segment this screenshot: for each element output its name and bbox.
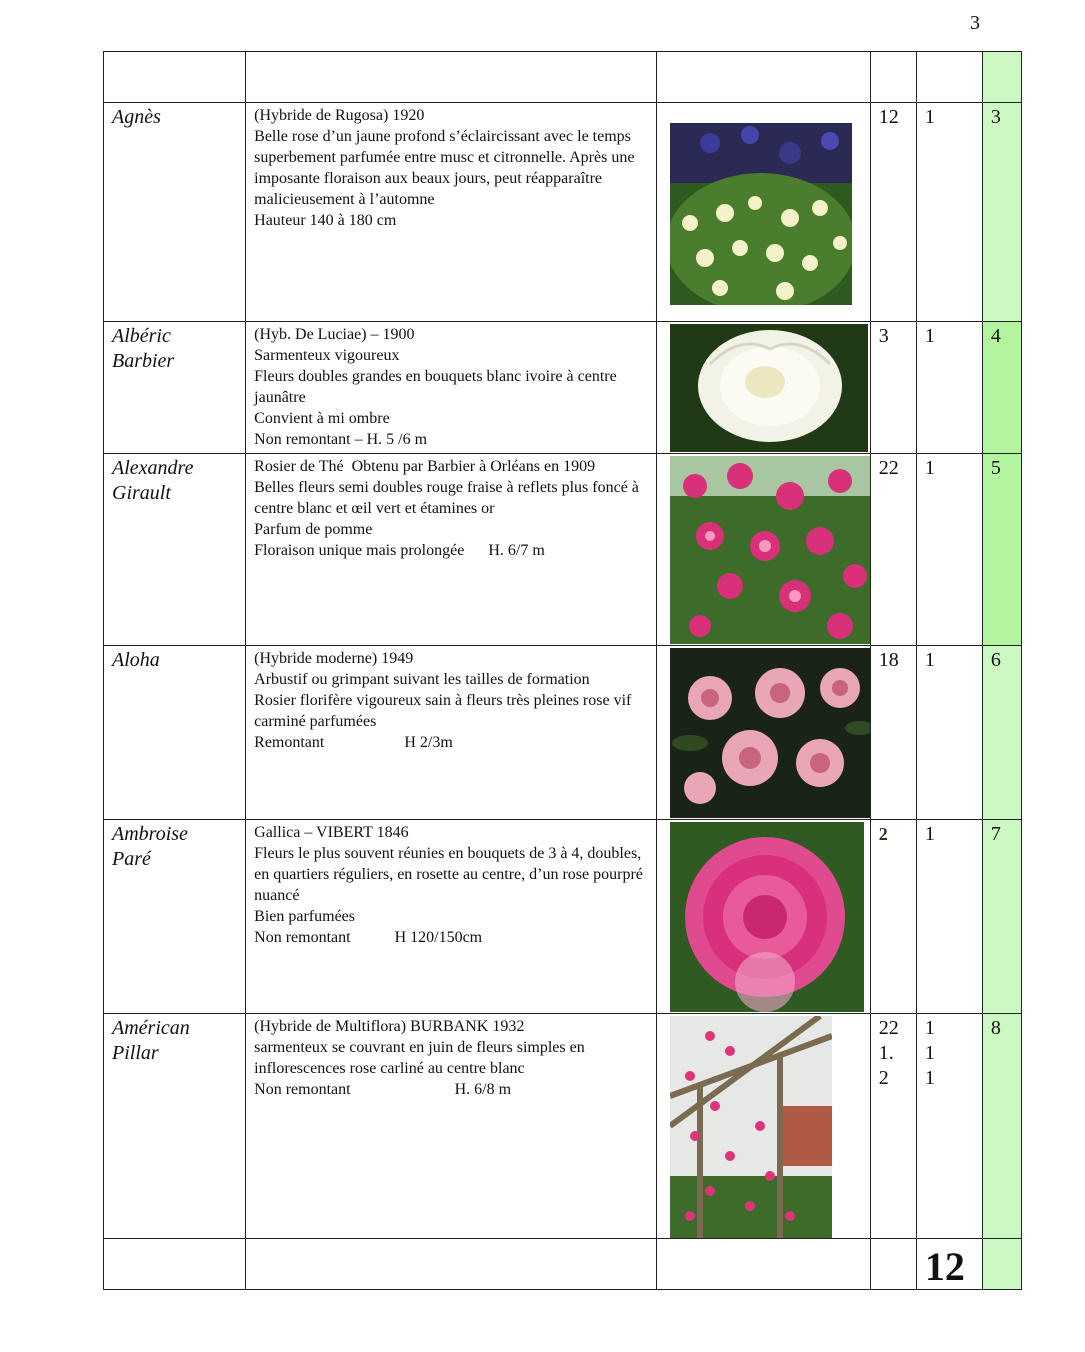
- rose-description: (Hybride de Rugosa) 1920 Belle rose d’un jaune profond s’éclaircissant avec le temps superbement parfumée entre musc et citronnelle. Après une imposante floraison aux beaux jours, peut réapparaître malicieusement à l’automne Hauteur 140 à 180 cm: [246, 103, 656, 322]
- page-number: 3: [970, 12, 980, 34]
- header-cell: [982, 52, 1021, 103]
- rose-name: Albéric Barbier: [104, 322, 246, 454]
- footer-cell: [246, 1239, 656, 1290]
- header-cell: [870, 52, 916, 103]
- count-cell: 1: [916, 820, 982, 1014]
- photo-cell: [656, 1014, 870, 1239]
- index-cell: 6: [982, 646, 1021, 820]
- table-row: [104, 454, 1022, 646]
- header-cell: [246, 52, 656, 103]
- table-row: [104, 646, 1022, 820]
- rose-description: (Hybride moderne) 1949 Arbustif ou grimpant suivant les tailles de formation Rosier florifère vigoureux sain à fleurs très pleines rose vif carminé parfumées Remontant H 2/3m: [246, 646, 656, 820]
- footer-cell: [656, 1239, 870, 1290]
- photo-cell: [656, 103, 870, 322]
- quantity-cell: 12: [870, 103, 916, 322]
- footer-cell: [870, 1239, 916, 1290]
- rose-description: (Hybride de Multiflora) BURBANK 1932 sarmenteux se couvrant en juin de fleurs simples en inflorescences rose carliné au centre blanc Non remontant H. 6/8 m: [246, 1014, 656, 1239]
- pink-roses-cluster-photo: [670, 648, 870, 818]
- rose-description: Rosier de Thé Obtenu par Barbier à Orléans en 1909 Belles fleurs semi doubles rouge fraise à reflets plus foncé à centre blanc et œil vert et étamines or Parfum de pomme Floraison unique mais prolongée H. 6/7 m: [246, 454, 656, 646]
- table-row: [104, 1014, 1022, 1239]
- index-cell: 7: [982, 820, 1021, 1014]
- footer-row: [104, 1239, 1022, 1290]
- rose-name: Ambroise Paré: [104, 820, 246, 1014]
- rose-name: Alexandre Girault: [104, 454, 246, 646]
- photo-cell: [656, 322, 870, 454]
- footer-cell: [982, 1239, 1021, 1290]
- rose-name: Américan Pillar: [104, 1014, 246, 1239]
- count-cell: 1: [916, 646, 982, 820]
- count-cell: 1 1 1: [916, 1014, 982, 1239]
- footer-cell: [104, 1239, 246, 1290]
- index-cell: 4: [982, 322, 1021, 454]
- white-rose-photo: [670, 324, 868, 452]
- photo-cell: [656, 820, 870, 1014]
- total-cell: [916, 1239, 982, 1290]
- pink-climbing-rose-photo: [670, 456, 870, 644]
- quantity-cell: 3: [870, 322, 916, 454]
- index-cell: 3: [982, 103, 1021, 322]
- header-cell: [656, 52, 870, 103]
- deep-pink-rosette-photo: [670, 822, 864, 1012]
- rose-description: Gallica – VIBERT 1846 Fleurs le plus souvent réunies en bouquets de 3 à 4, doubles, en quartiers réguliers, en rosette au centre, d’un rose pourpré nuancé Bien parfumées Non remontant H 120/150cm: [246, 820, 656, 1014]
- table-row: [104, 820, 1022, 1014]
- rose-on-pergola-photo: [670, 1016, 832, 1238]
- quantity-cell: 2: [870, 820, 916, 1014]
- total-value: 12: [924, 1244, 965, 1289]
- count-cell: 1: [916, 454, 982, 646]
- count-cell: 1: [916, 103, 982, 322]
- header-row: [104, 52, 1022, 103]
- photo-cell: [656, 454, 870, 646]
- index-cell: 5: [982, 454, 1021, 646]
- quantity-cell: 18: [870, 646, 916, 820]
- header-cell: [916, 52, 982, 103]
- table-row: [104, 103, 1022, 322]
- rose-catalog-table: [103, 51, 1022, 1290]
- rose-name: Agnès: [104, 103, 246, 322]
- header-cell: [104, 52, 246, 103]
- rose-name: Aloha: [104, 646, 246, 820]
- quantity-cell: 22: [870, 454, 916, 646]
- index-cell: 8: [982, 1014, 1021, 1239]
- quantity-cell: 22 1. 2: [870, 1014, 916, 1239]
- rose-description: (Hyb. De Luciae) – 1900 Sarmenteux vigoureux Fleurs doubles grandes en bouquets blanc ivoire à centre jaunâtre Convient à mi ombre Non remontant – H. 5 /6 m: [246, 322, 656, 454]
- yellow-rose-bush-photo: [670, 123, 852, 305]
- photo-cell: [656, 646, 870, 820]
- table-row: [104, 322, 1022, 454]
- count-cell: 1: [916, 322, 982, 454]
